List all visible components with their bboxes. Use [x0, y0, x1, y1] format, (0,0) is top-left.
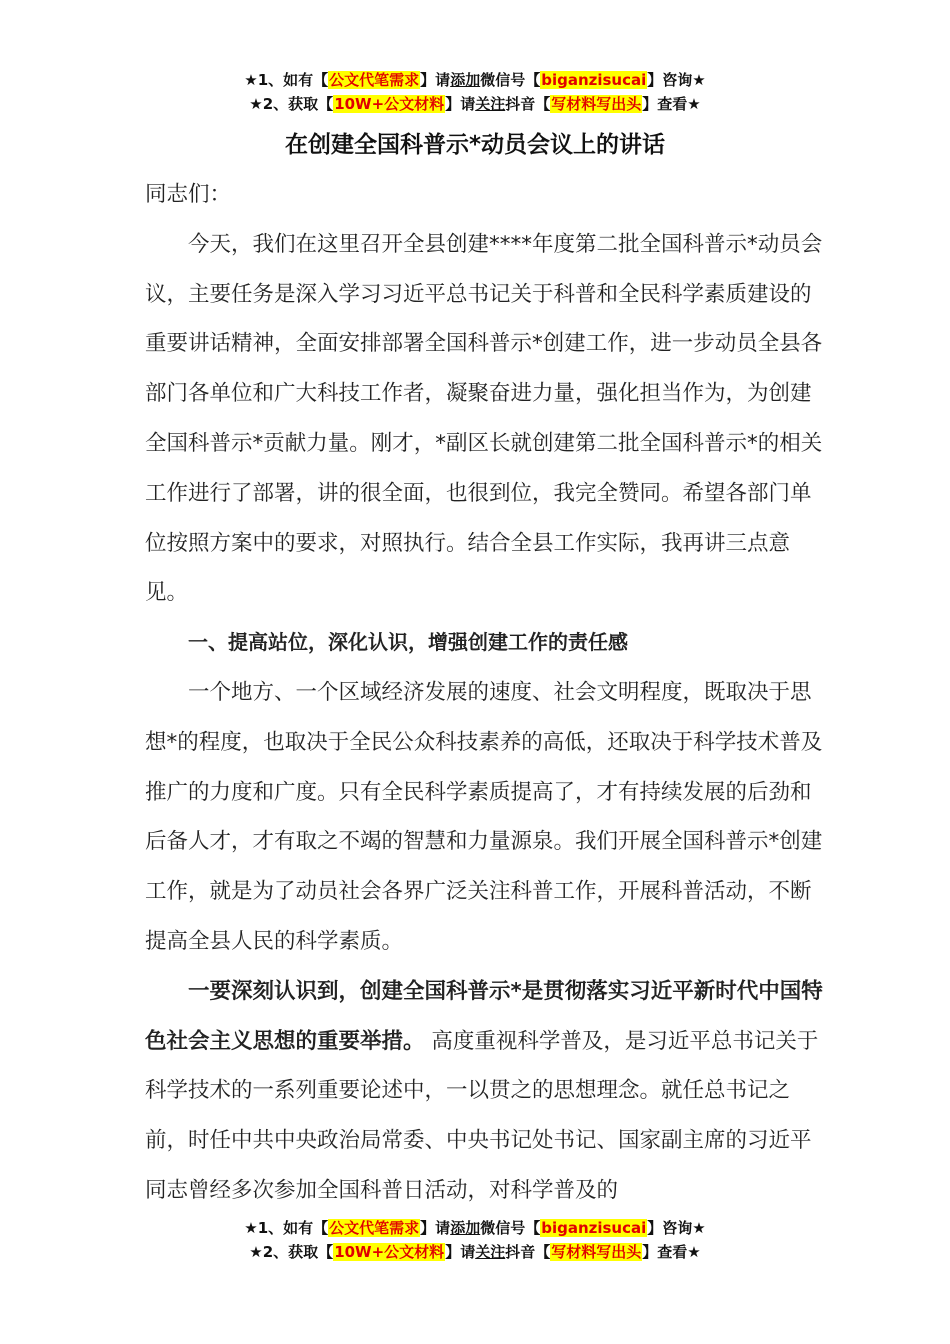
banner-text: 】请 — [420, 1219, 451, 1237]
section-heading-1: 一、提高站位，深化认识，增强创建工作的责任感 — [188, 630, 628, 655]
underlined-follow: 关注 — [475, 1243, 506, 1261]
banner-line-2 — [0, 1240, 950, 1264]
banner-line-2 — [0, 92, 950, 116]
banner-text: 】咨询★ — [647, 71, 706, 89]
salutation: 同志们： — [145, 182, 232, 207]
document-body — [145, 170, 825, 1216]
banner-text: 】请 — [445, 95, 476, 113]
banner-text: 微信号【 — [480, 1219, 541, 1237]
banner-text: ★1、如有【 — [244, 1219, 329, 1237]
underlined-add: 添加 — [450, 71, 481, 89]
document-title: 在创建全国科普示*动员会议上的讲话 — [284, 132, 666, 158]
banner-line-1 — [0, 1216, 950, 1240]
banner-bottom — [0, 1216, 950, 1264]
banner-text: 微信号【 — [480, 71, 541, 89]
banner-top — [0, 68, 950, 116]
banner-text: 】查看★ — [642, 95, 701, 113]
paragraph-3-body: 高度重视科学普及，是习近平总书记关于科学技术的一系列重要论述中，一以贯之的思想理念。就任总书记之前，时任中共中央政治局常委、中央书记处书记、国家副主席的习近平同志曾经多次参加全国科普日活动，对科学普及的 — [145, 1028, 819, 1203]
banner-text: ★2、获取【 — [249, 1243, 334, 1261]
paragraph-3-lead: 一要深刻认识到，创建全国科普示*是贯彻落实习近平新时代中国特色社会主义思想的重要举措。 — [145, 978, 823, 1054]
highlight-douyin: 写材料写出头 — [551, 1243, 642, 1261]
highlight-wechat-id: biganzisucai — [541, 1219, 647, 1237]
highlight-demand: 公文代笔需求 — [329, 71, 420, 89]
highlight-wechat-id: biganzisucai — [541, 71, 647, 89]
banner-text: 】查看★ — [642, 1243, 701, 1261]
banner-text: 】咨询★ — [647, 1219, 706, 1237]
banner-text: 抖音【 — [505, 95, 551, 113]
banner-line-1 — [0, 68, 950, 92]
paragraph-2: 一个地方、一个区域经济发展的速度、社会文明程度，既取决于思想*的程度，也取决于全民公众科技素养的高低，还取决于科学技术普及推广的力度和广度。只有全民科学素质提高了，才有持续发展的后劲和后备人才，才有取之不竭的智慧和力量源泉。我们开展全国科普示*创建工作，就是为了动员社会各界广泛关注科普工作，开展科普活动，不断提高全县人民的科学素质。 — [145, 679, 823, 954]
highlight-douyin: 写材料写出头 — [551, 95, 642, 113]
highlight-materials: 10W+公文材料 — [334, 1243, 445, 1261]
banner-text: ★2、获取【 — [249, 95, 334, 113]
banner-text: 抖音【 — [505, 1243, 551, 1261]
highlight-demand: 公文代笔需求 — [329, 1219, 420, 1237]
highlight-materials: 10W+公文材料 — [334, 95, 445, 113]
underlined-add: 添加 — [450, 1219, 481, 1237]
paragraph-3 — [145, 967, 825, 1216]
paragraph-1: 今天，我们在这里召开全县创建****年度第二批全国科普示*动员会议，主要任务是深入学习习近平总书记关于科普和全民科学素质建设的重要讲话精神，全面安排部署全国科普示*创建工作，进一步动员全县各部门各单位和广大科技工作者，凝聚奋进力量，强化担当作为，为创建全国科普示*贡献力量。刚才，*副区长就创建第二批全国科普示*的相关工作进行了部署，讲的很全面，也很到位，我完全赞同。希望各部门单位按照方案中的要求，对照执行。结合全县工作实际，我再讲三点意见。 — [145, 231, 823, 606]
underlined-follow: 关注 — [475, 95, 506, 113]
banner-text: 】请 — [445, 1243, 476, 1261]
banner-text: ★1、如有【 — [244, 71, 329, 89]
banner-text: 】请 — [420, 71, 451, 89]
